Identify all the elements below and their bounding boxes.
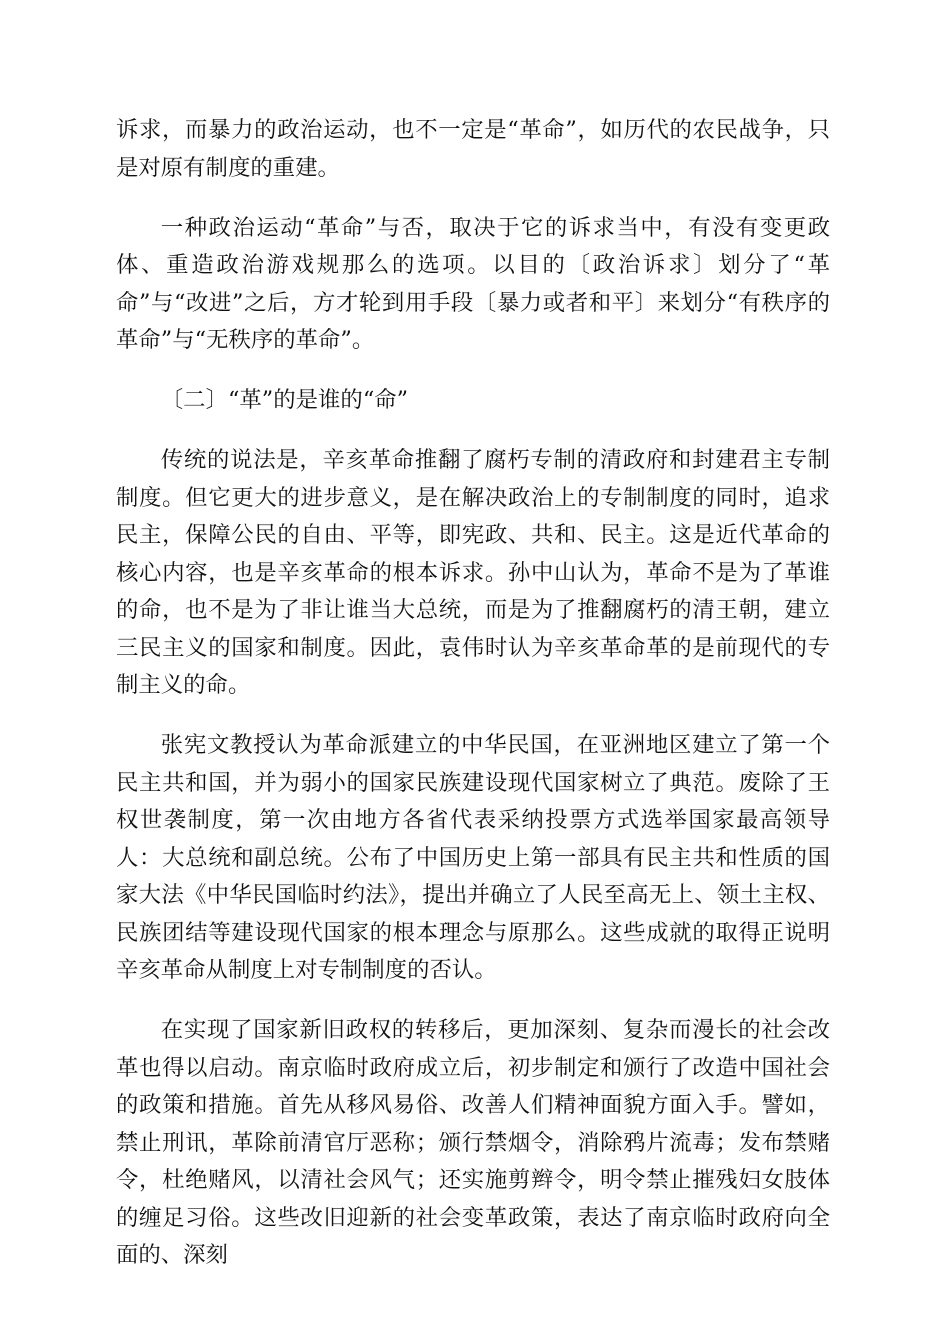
paragraph-continuation: 诉求，而暴力的政治运动，也不一定是“革命”，如历代的农民战争，只是对原有制度的重建。 — [116, 117, 830, 181]
document-body — [116, 112, 830, 1275]
paragraph-zhang-xianwen: 张宪文教授认为革命派建立的中华民国，在亚洲地区建立了第一个民主共和国，并为弱小的国家民族建设现代国家树立了典范。废除了王权世袭制度，第一次由地方各省代表采纳投票方式选举国家最高领导人：大总统和副总统。公布了中国历史上第一部具有民主共和性质的国家大法《中华民国临时约法》，提出并确立了人民至高无上、领土主权、民族团结等建设现代国家的根本理念与原那么。这些成就的取得正说明辛亥革命从制度上对专制制度的否认。 — [116, 732, 830, 983]
section-heading: 〔二〕“革”的是谁的“命” — [160, 387, 409, 413]
paragraph-revolution-definition: 一种政治运动“革命”与否，取决于它的诉求当中，有没有变更政体、重造政治游戏规那么的选项。以目的〔政治诉求〕划分了“革命”与“改进”之后，方才轮到用手段〔暴力或者和平〕来划分“有秩序的革命”与“无秩序的革命”。 — [116, 214, 830, 353]
paragraph-traditional-view: 传统的说法是，辛亥革命推翻了腐朽专制的清政府和封建君主专制制度。但它更大的进步意义，是在解决政治上的专制制度的同时，追求民主，保障公民的自由、平等，即宪政、共和、民主。这是近代革命的核心内容，也是辛亥革命的根本诉求。孙中山认为，革命不是为了革谁的命，也不是为了非让谁当大总统，而是为了推翻腐朽的清王朝，建立三民主义的国家和制度。因此，袁伟时认为辛亥革命革的是前现代的专制主义的命。 — [116, 447, 830, 698]
paragraph-social-reform: 在实现了国家新旧政权的转移后，更加深刻、复杂而漫长的社会改革也得以启动。南京临时政府成立后，初步制定和颁行了改造中国社会的政策和措施。首先从移风易俗、改善人们精神面貌方面入手。譬如，禁止刑讯，革除前清官厅恶称；颁行禁烟令，消除鸦片流毒；发布禁赌令，杜绝赌风，以清社会风气；还实施剪辫令，明令禁止摧残妇女肢体的缠足习俗。这些改旧迎新的社会变革政策，表达了南京临时政府向全面的、深刻 — [116, 1017, 830, 1268]
